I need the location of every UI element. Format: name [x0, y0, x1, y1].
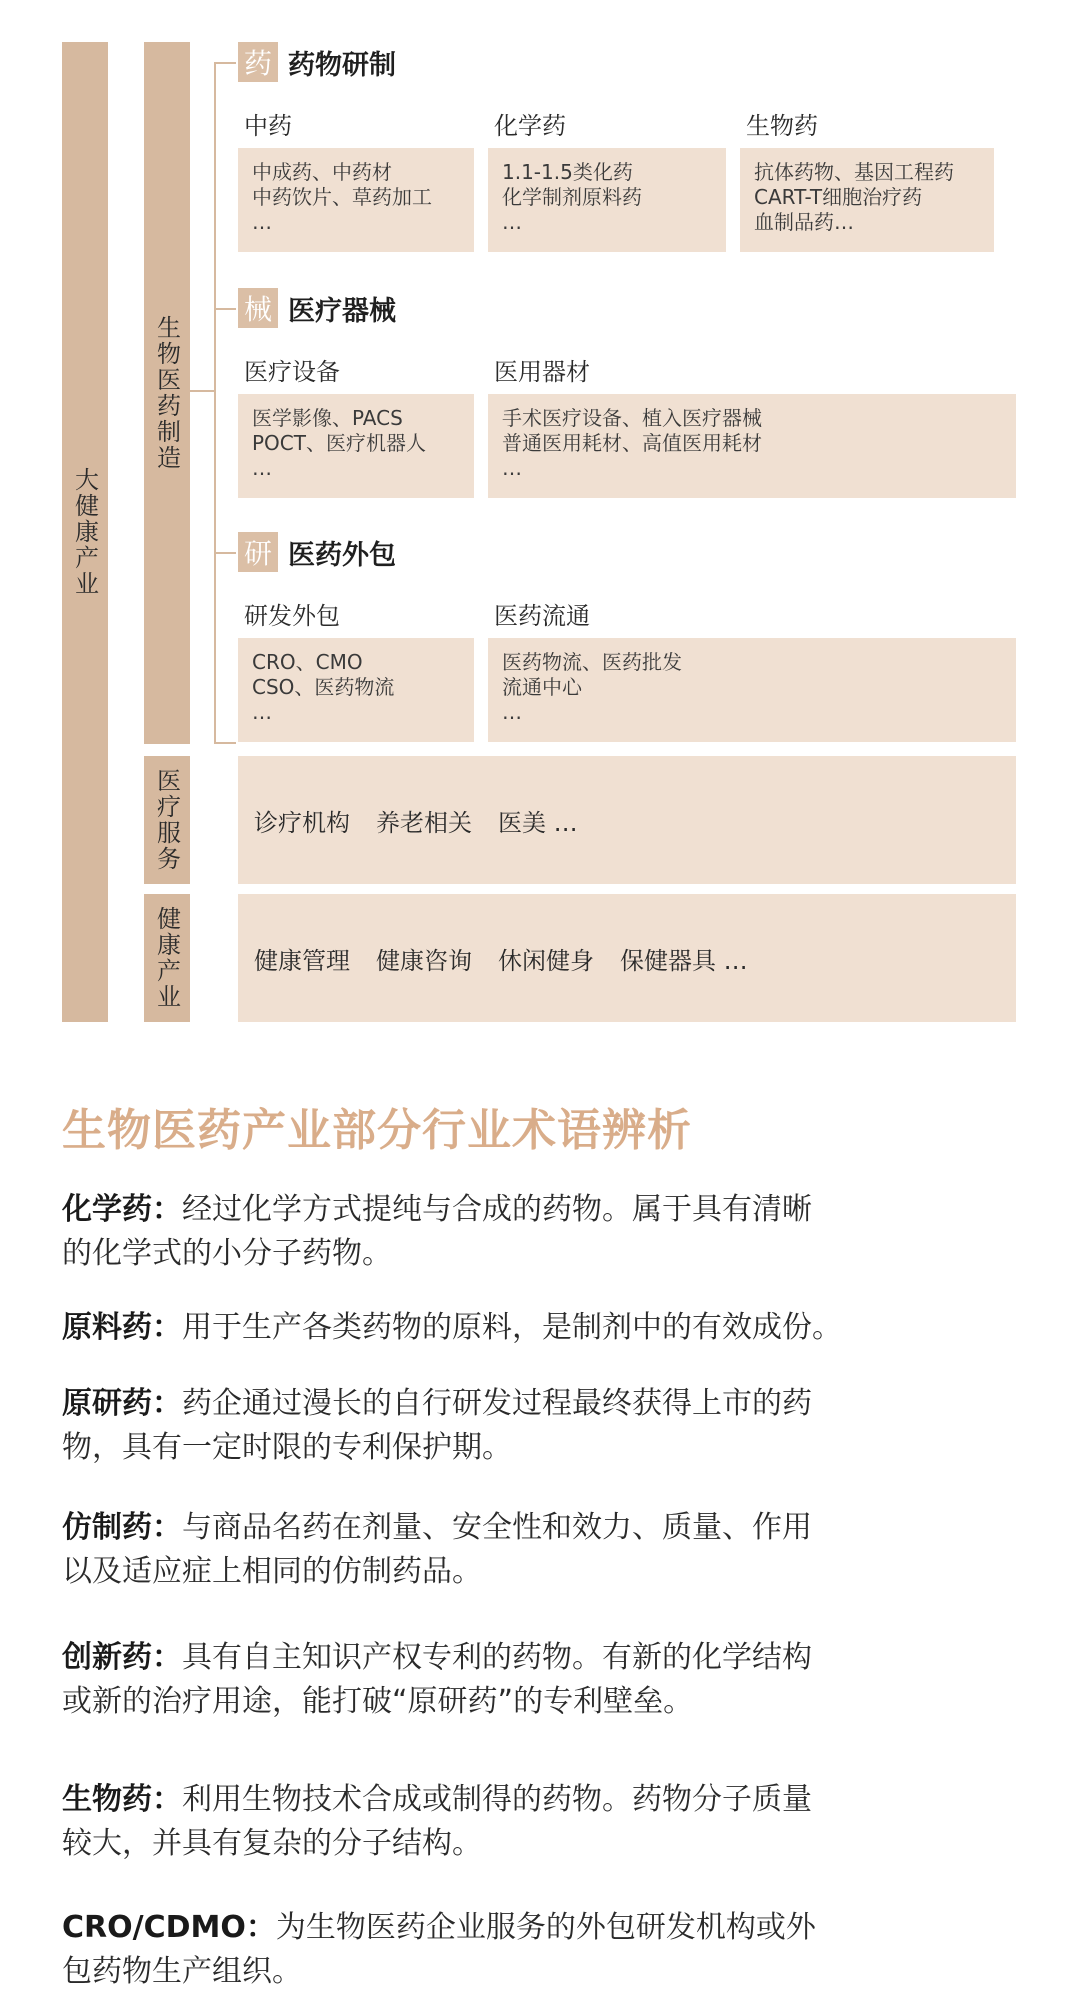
category-label: 化学药	[494, 112, 566, 140]
term-name: 创新药：	[62, 1640, 182, 1675]
section-outsourcing	[238, 532, 396, 572]
bracket-tick-2	[214, 308, 236, 310]
section-drug-rd	[238, 42, 396, 82]
term-desc: 物，具有一定时限的专利保护期。	[62, 1430, 512, 1465]
outer-category-bar	[62, 42, 108, 1022]
bracket-tick-1	[214, 62, 236, 64]
box-line: 中药饮片、草药加工	[252, 185, 432, 209]
box-line: …	[502, 210, 522, 234]
glossary-term	[62, 1306, 1022, 1350]
term-desc: 为生物医药企业服务的外包研发机构或外	[275, 1910, 816, 1945]
service-item: 诊疗机构	[254, 808, 350, 837]
box-line: 中成药、中药材	[252, 160, 392, 184]
term-name: 化学药：	[62, 1192, 182, 1227]
health-item: 保健器具 …	[620, 946, 748, 975]
term-name: 原研药：	[62, 1386, 182, 1421]
category-box	[488, 394, 1016, 498]
box-line: …	[252, 700, 272, 724]
category-box	[488, 148, 726, 252]
category-label: 医疗设备	[244, 358, 340, 386]
category-label: 医药流通	[494, 602, 590, 630]
category-label: 中药	[244, 112, 292, 140]
term-name: CRO/CDMO：	[62, 1910, 276, 1945]
category-box	[238, 638, 474, 742]
term-name: 原料药：	[62, 1310, 182, 1345]
box-line: 医药物流、医药批发	[502, 650, 682, 674]
section-medical-device	[238, 288, 396, 328]
term-desc: 或新的治疗用途，能打破“原研药”的专利壁垒。	[62, 1684, 694, 1719]
health-label: 健康产业	[152, 906, 181, 1010]
health-item: 健康咨询	[376, 946, 472, 975]
term-desc: 药企通过漫长的自行研发过程最终获得上市的药	[182, 1386, 812, 1421]
box-line: 化学制剂原料药	[502, 185, 642, 209]
bio-group-label: 生物医药制造	[152, 315, 181, 471]
bracket-line	[214, 62, 216, 744]
category-box	[488, 638, 1016, 742]
bracket-tick-4	[214, 742, 236, 744]
category-box	[238, 394, 474, 498]
service-item: 医美 …	[498, 808, 578, 837]
drug-icon: 药	[238, 42, 278, 82]
medical-service-row	[238, 756, 1016, 884]
glossary-term	[62, 1382, 1022, 1470]
term-desc: 以及适应症上相同的仿制药品。	[62, 1554, 482, 1589]
term-desc: 包药物生产组织。	[62, 1954, 302, 1989]
term-desc: 用于生产各类药物的原料，是制剂中的有效成份。	[182, 1310, 842, 1345]
box-line: 抗体药物、基因工程药	[754, 160, 954, 184]
box-line: CRO、CMO	[252, 650, 363, 674]
health-item: 休闲健身	[498, 946, 594, 975]
box-line: 血制品药…	[754, 210, 854, 234]
glossary-title: 生物医药产业部分行业术语辨析	[62, 1105, 692, 1156]
box-line: …	[252, 456, 272, 480]
term-name: 仿制药：	[62, 1510, 182, 1545]
box-line: 流通中心	[502, 675, 582, 699]
category-box	[740, 148, 994, 252]
health-row	[238, 894, 1016, 1022]
box-line: …	[252, 210, 272, 234]
medical-service-bar	[144, 756, 190, 884]
term-desc: 具有自主知识产权专利的药物。有新的化学结构	[182, 1640, 812, 1675]
section-title: 药物研制	[288, 49, 396, 81]
glossary-term	[62, 1188, 1022, 1276]
term-desc: 与商品名药在剂量、安全性和效力、质量、作用	[182, 1510, 812, 1545]
box-line: …	[502, 456, 522, 480]
category-label: 生物药	[746, 112, 818, 140]
term-desc: 经过化学方式提纯与合成的药物。属于具有清晰	[182, 1192, 812, 1227]
box-line: CSO、医药物流	[252, 675, 395, 699]
category-label: 研发外包	[244, 602, 340, 630]
box-line: 1.1-1.5类化药	[502, 160, 633, 184]
term-desc: 的化学式的小分子药物。	[62, 1236, 392, 1271]
glossary-term	[62, 1636, 1022, 1724]
box-line: 医学影像、PACS	[252, 406, 403, 430]
device-icon: 械	[238, 288, 278, 328]
section-title: 医药外包	[288, 539, 396, 571]
bio-group-bar	[144, 42, 190, 744]
research-icon: 研	[238, 532, 278, 572]
term-desc: 较大，并具有复杂的分子结构。	[62, 1826, 482, 1861]
box-line: CART-T细胞治疗药	[754, 185, 923, 209]
glossary-term	[62, 1506, 1022, 1594]
health-item: 健康管理	[254, 946, 350, 975]
medical-service-label: 医疗服务	[152, 768, 181, 872]
glossary-term	[62, 1778, 1022, 1866]
term-name: 生物药：	[62, 1782, 182, 1817]
outer-category-label: 大健康产业	[70, 467, 99, 597]
box-line: 普通医用耗材、高值医用耗材	[502, 431, 762, 455]
bracket-connector	[190, 390, 214, 392]
health-bar	[144, 894, 190, 1022]
category-label: 医用器材	[494, 358, 590, 386]
service-item: 养老相关	[376, 808, 472, 837]
bracket-tick-3	[214, 552, 236, 554]
box-line: POCT、医疗机器人	[252, 431, 426, 455]
box-line: 手术医疗设备、植入医疗器械	[502, 406, 762, 430]
term-desc: 利用生物技术合成或制得的药物。药物分子质量	[182, 1782, 812, 1817]
box-line: …	[502, 700, 522, 724]
section-title: 医疗器械	[288, 295, 396, 327]
glossary-term	[62, 1906, 1022, 1994]
category-box	[238, 148, 474, 252]
